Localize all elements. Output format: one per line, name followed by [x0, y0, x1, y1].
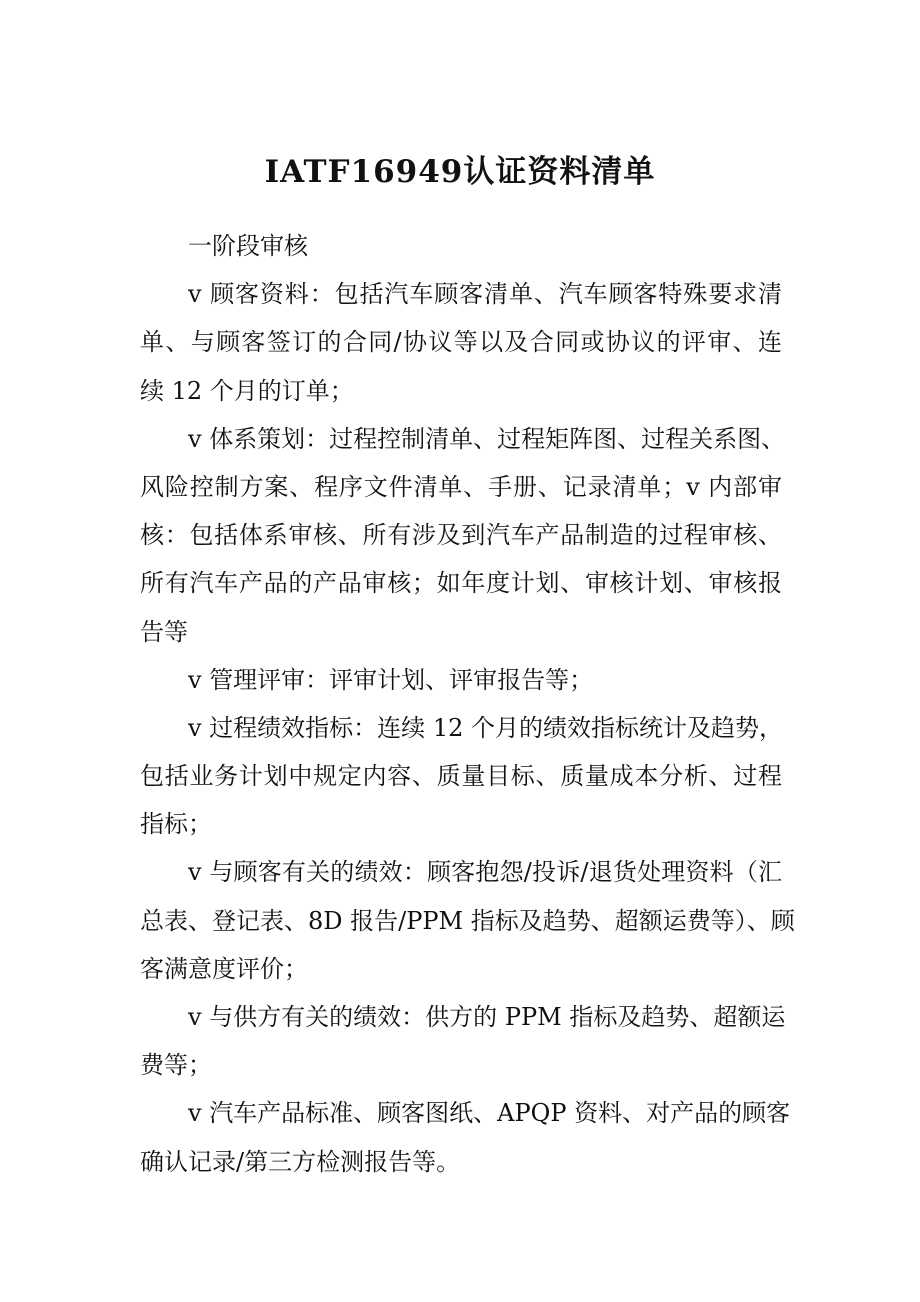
text-line: 所有汽车产品的产品审核；如年度计划、审核计划、审核报	[140, 569, 782, 598]
paragraph	[140, 272, 782, 417]
text-line: v 体系策划：过程控制清单、过程矩阵图、过程关系图、	[188, 424, 786, 453]
text-line: 总表、登记表、8D 报告/PPM 指标及趋势、超额运费等）、顾	[140, 906, 795, 935]
paragraph	[140, 658, 782, 706]
text-line: 客满意度评价；	[140, 954, 308, 983]
text-line: 核：包括体系审核、所有涉及到汽车产品制造的过程审核、	[140, 521, 782, 550]
text-line: 续 12 个月的订单；	[140, 376, 354, 405]
paragraph	[140, 706, 782, 851]
text-line: 确认记录/第三方检测报告等。	[140, 1147, 461, 1176]
paragraph	[140, 850, 795, 995]
paragraph	[140, 417, 786, 658]
text-line: 包括业务计划中规定内容、质量目标、质量成本分析、过程	[140, 762, 782, 791]
text-line: 一阶段审核	[188, 232, 308, 260]
text-line: v 过程绩效指标：连续 12 个月的绩效指标统计及趋势，	[188, 713, 783, 742]
text-line: 指标；	[140, 810, 212, 839]
text-line: 告等	[140, 617, 188, 646]
document-body	[140, 224, 795, 1188]
text-line: v 与供方有关的绩效：供方的 PPM 指标及趋势、超额运	[188, 1003, 786, 1031]
text-line: v 管理评审：评审计划、评审报告等；	[188, 665, 594, 694]
text-line: 风险控制方案、程序文件清单、手册、记录清单；v 内部审	[140, 472, 782, 501]
text-line: v 与顾客有关的绩效：顾客抱怨/投诉/退货处理资料（汇	[188, 858, 782, 887]
text-line: 费等；	[140, 1051, 212, 1080]
text-line: 单、与顾客签订的合同/协议等以及合同或协议的评审、连	[140, 328, 782, 357]
text-line: v 汽车产品标准、顾客图纸、APQP 资料、对产品的顾客	[188, 1099, 791, 1128]
text-line: v 顾客资料：包括汽车顾客清单、汽车顾客特殊要求清	[188, 280, 782, 309]
paragraph	[140, 1091, 791, 1187]
section-heading	[140, 224, 782, 272]
document-title: IATF16949认证资料清单	[264, 154, 656, 190]
paragraph	[140, 995, 786, 1091]
